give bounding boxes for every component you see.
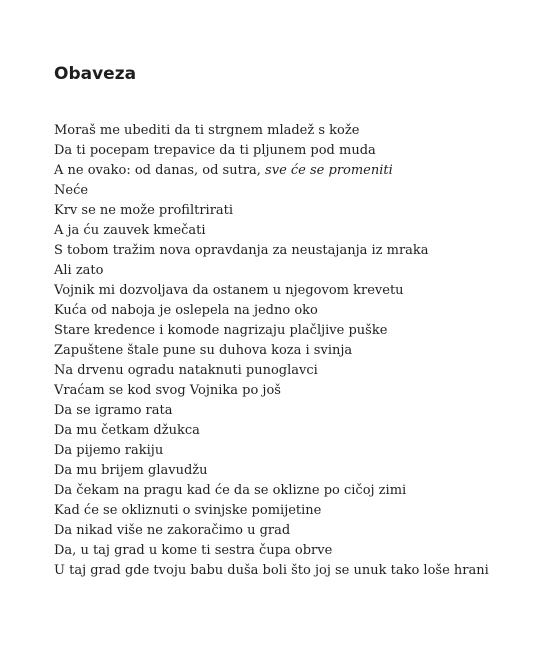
poem-line: Vojnik mi dozvoljava da ostanem u njegovom krevetu: [54, 283, 404, 298]
poem-body: [54, 121, 489, 581]
poem-line: Da mu četkam džukca: [54, 423, 200, 438]
poem-line-italic: sve će se promeniti: [265, 163, 393, 178]
poem-line: Ali zato: [54, 263, 104, 278]
poem-title: Obaveza: [54, 64, 137, 84]
poem-line: Da ti pocepam trepavice da ti pljunem pod muda: [54, 143, 376, 158]
poem-line: Vraćam se kod svog Vojnika po još: [54, 383, 281, 398]
poem-line: Da mu brijem glavudžu: [54, 463, 208, 478]
poem-line: Da nikad više ne zakoračimo u grad: [54, 523, 291, 538]
poem-line: Stare kredence i komode nagrizaju plačljive puške: [54, 323, 388, 338]
poem-line: Zapuštene štale pune su duhova koza i svinja: [54, 343, 353, 358]
poem-line: A ja ću zauvek kmečati: [54, 223, 206, 238]
poem-line: Krv se ne može profiltrirati: [54, 203, 234, 218]
poem-line: Kad će se okliznuti o svinjske pomijetine: [54, 503, 322, 518]
poem-line: Da pijemo rakiju: [54, 443, 164, 458]
poem-line: Kuća od naboja je oslepela na jedno oko: [54, 303, 318, 318]
poem-line: Da, u taj grad u kome ti sestra čupa obrve: [54, 543, 333, 558]
poem-line: U taj grad gde tvoju babu duša boli što joj se unuk tako loše hrani: [54, 563, 489, 578]
poem-line: Na drvenu ogradu nataknuti punoglavci: [54, 363, 318, 378]
poem-line: S tobom tražim nova opravdanja za neustajanja iz mraka: [54, 243, 429, 258]
poem-line: Neće: [54, 183, 89, 198]
poem-line: Moraš me ubediti da ti strgnem mladež s kože: [54, 123, 360, 138]
poem-line-text: A ne ovako: od danas, od sutra,: [54, 163, 266, 178]
poem-line: [54, 161, 489, 181]
poem-line: Da se igramo rata: [54, 403, 173, 418]
poem-line: Da čekam na pragu kad će da se oklizne po cičoj zimi: [54, 483, 407, 498]
